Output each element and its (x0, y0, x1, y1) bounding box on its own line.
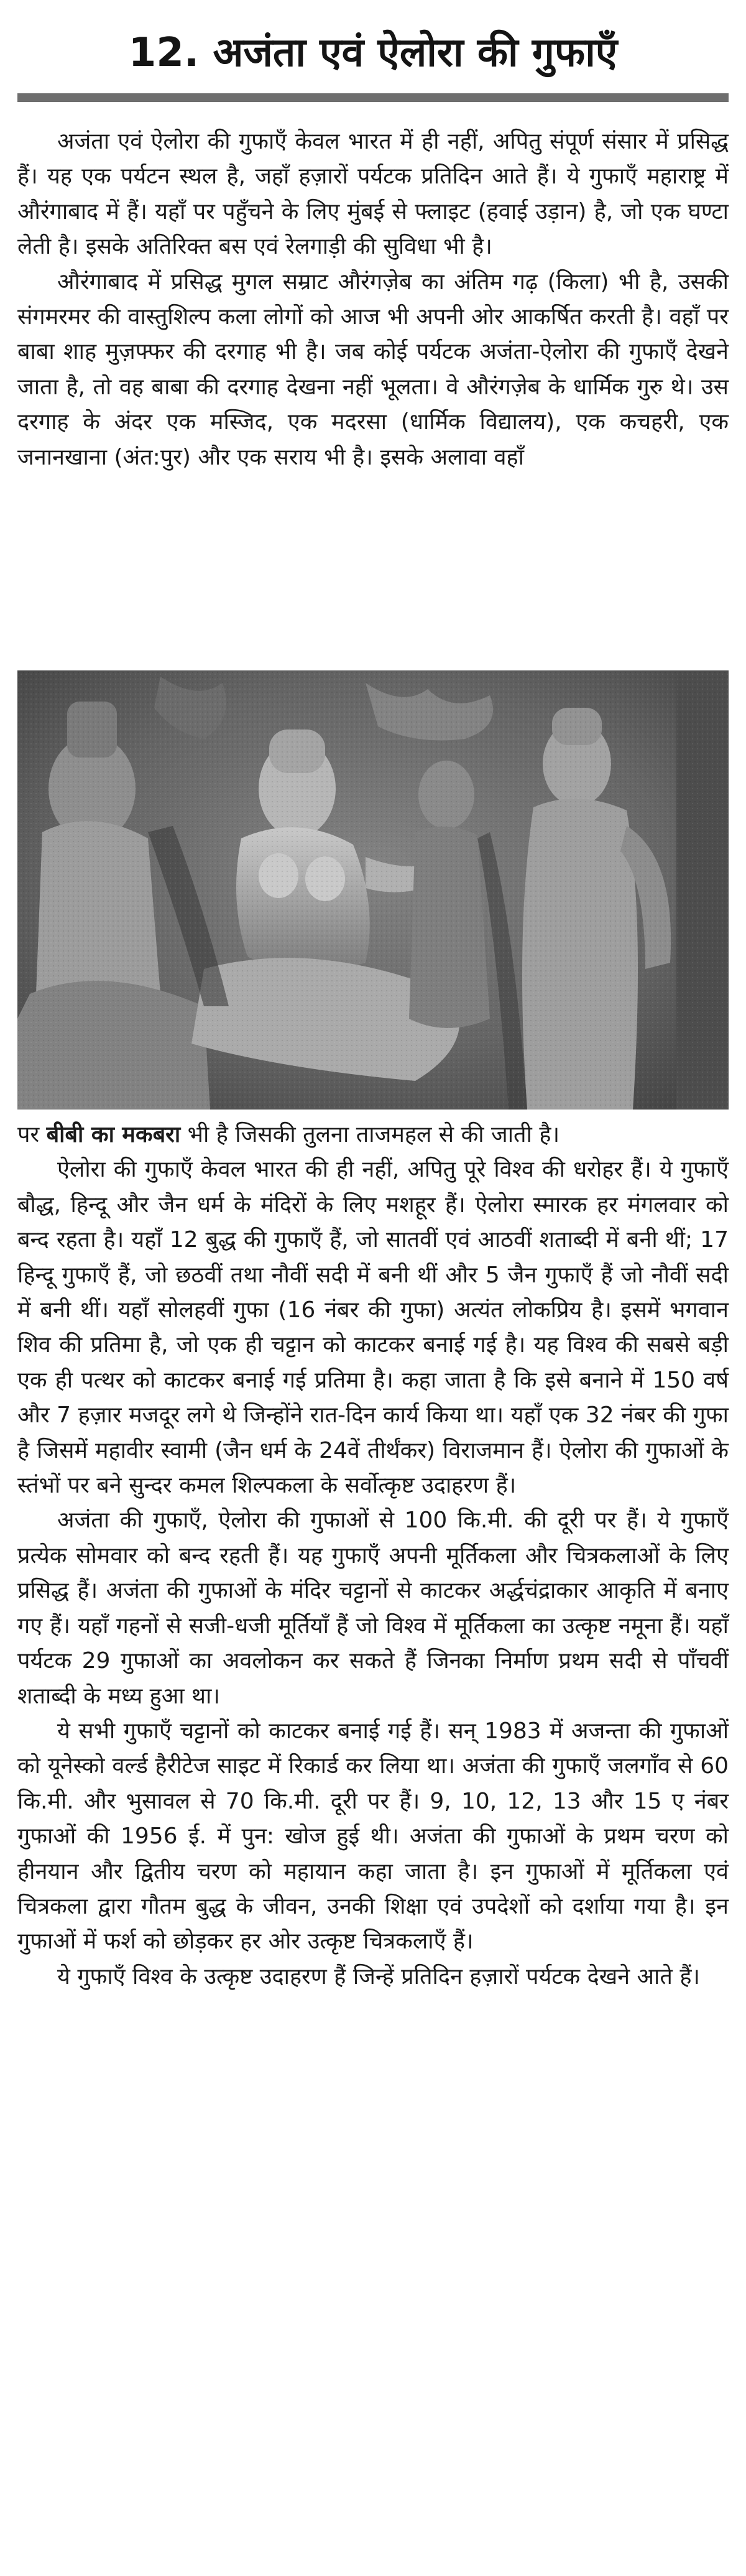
paragraph-4: अजंता की गुफाएँ, ऐलोरा की गुफाओं से 100 कि.मी. की दूरी पर हैं। ये गुफाएँ प्रत्येक सोमवार को बन्द रहती हैं। यह गुफाएँ अपनी मूर्तिकला और चित्रकलाओं के लिए प्रसिद्ध हैं। अजंता की गुफाओं के मंदिर चट्टानों से काटकर अर्द्धचंद्राकार आकृति में बनाए गए हैं। यहाँ गहनों से सजी-धजी मूर्तियाँ हैं जो विश्व में मूर्तिकला का उत्कृष्ट नमूना हैं। यहाँ पर्यटक 29 गुफाओं का अवलोकन कर सकते हैं जिनका निर्माण प्रथम सदी से पाँचवीं शताब्दी के मध्य हुआ था। (17, 1508, 729, 1709)
bibi-ka-maqbara-highlight: बीबी का मकबरा (46, 1122, 181, 1147)
paragraph-6: ये गुफाएँ विश्व के उत्कृष्ट उदाहरण हैं जिन्हें प्रतिदिन हज़ारों पर्यटक देखने आते हैं। (57, 1963, 701, 1990)
page-title: 12. अजंता एवं ऐलोरा की गुफाएँ (128, 30, 618, 76)
title-underline-rule (17, 93, 729, 102)
paragraph-2-continuation (17, 1118, 729, 1152)
sculpture-photo-icon (17, 670, 729, 1110)
paragraph-2-cont-suffix: भी है जिसकी तुलना ताजमहल से की जाती है। (180, 1122, 560, 1147)
paragraph-2: औरंगाबाद में प्रसिद्ध मुगल सम्राट औरंगज़ेब का अंतिम गढ़ (किला) भी है, उसकी संगमरमर की वास्तुशिल्प कला लोगों को आज भी अपनी ओर आकर्षित करती है। वहाँ पर बाबा शाह मुज़फ्फर की दरगाह भी है। जब कोई पर्यटक अजंता-ऐलोरा की गुफाएँ देखने जाता है, तो वह बाबा की दरगाह देखना नहीं भूलता। वे औरंगज़ेब के धार्मिक गुरु थे। उस दरगाह के अंदर एक मस्जिद, एक मदरसा (धार्मिक विद्यालय), एक कचहरी, एक जनानखाना (अंत:पुर) और एक सराय भी है। इसके अलावा वहाँ (17, 269, 729, 470)
paragraph-1: अजंता एवं ऐलोरा की गुफाएँ केवल भारत में ही नहीं, अपितु संपूर्ण संसार में प्रसिद्ध हैं। यह एक पर्यटन स्थल है, जहाँ हज़ारों पर्यटक प्रतिदिन आते हैं। ये गुफाएँ महाराष्ट्र में औरंगाबाद में हैं। यहाँ पर पहुँचने के लिए मुंबई से फ्लाइट (हवाई उड़ान) है, जो एक घण्टा लेती है। इसके अतिरिक्त बस एवं रेलगाड़ी की सुविधा भी है। (17, 129, 729, 260)
paragraph-2-cont-prefix: पर (17, 1122, 47, 1147)
article-body-bottom (17, 1118, 729, 1995)
article-body-top (17, 124, 729, 475)
sculpture-photo (17, 670, 729, 1110)
paragraph-3: ऐलोरा की गुफाएँ केवल भारत की ही नहीं, अपितु पूरे विश्व की धरोहर हैं। ये गुफाएँ बौद्ध, हिन्दू और जैन धर्म के मंदिरों के लिए मशहूर हैं। ऐलोरा स्मारक हर मंगलवार को बन्द रहता है। यहाँ 12 बुद्ध की गुफाएँ हैं, जो सातवीं एवं आठवीं शताब्दी में बनी थीं; 17 हिन्दू गुफाएँ हैं, जो छठवीं तथा नौवीं सदी में बनी थीं और 5 जैन गुफाएँ हैं जो नौवीं सदी में बनी थीं। यहाँ सोलहवीं गुफा (16 नंबर की गुफा) अत्यंत लोकप्रिय है। इसमें भगवान शिव की प्रतिमा है, जो एक ही चट्टान को काटकर बनाई गई है। यह विश्व की सबसे बड़ी एक ही पत्थर को काटकर बनाई गई प्रतिमा है। कहा जाता है कि इसे बनाने में 150 वर्ष और 7 हज़ार मजदूर लगे थे जिन्होंने रात-दिन कार्य किया था। यहाँ एक 32 नंबर की गुफा है जिसमें महावीर स्वामी (जैन धर्म के 24वें तीर्थंकर) विराजमान हैं। ऐलोरा की गुफाओं के स्तंभों पर बने सुन्दर कमल शिल्पकला के सर्वोत्कृष्ट उदाहरण हैं। (17, 1157, 729, 1499)
paragraph-5: ये सभी गुफाएँ चट्टानों को काटकर बनाई गई हैं। सन् 1983 में अजन्ता की गुफाओं को यूनेस्को वर्ल्ड हैरीटेज साइट में रिकार्ड कर लिया था। अजंता की गुफाएँ जलगाँव से 60 कि.मी. और भुसावल से 70 कि.मी. दूरी पर हैं। 9, 10, 12, 13 और 15 ए नंबर गुफाओं की 1956 ई. में पुन: खोज हुई थी। अजंता की गुफाओं के प्रथम चरण को हीनयान और द्वितीय चरण को महायान कहा जाता है। इन गुफाओं में मूर्तिकला एवं चित्रकला द्वारा गौतम बुद्ध के जीवन, उनकी शिक्षा एवं उपदेशों को दर्शाया गया है। इन गुफाओं में फर्श को छोड़कर हर ओर उत्कृष्ट चित्रकलाएँ हैं। (17, 1718, 729, 1955)
